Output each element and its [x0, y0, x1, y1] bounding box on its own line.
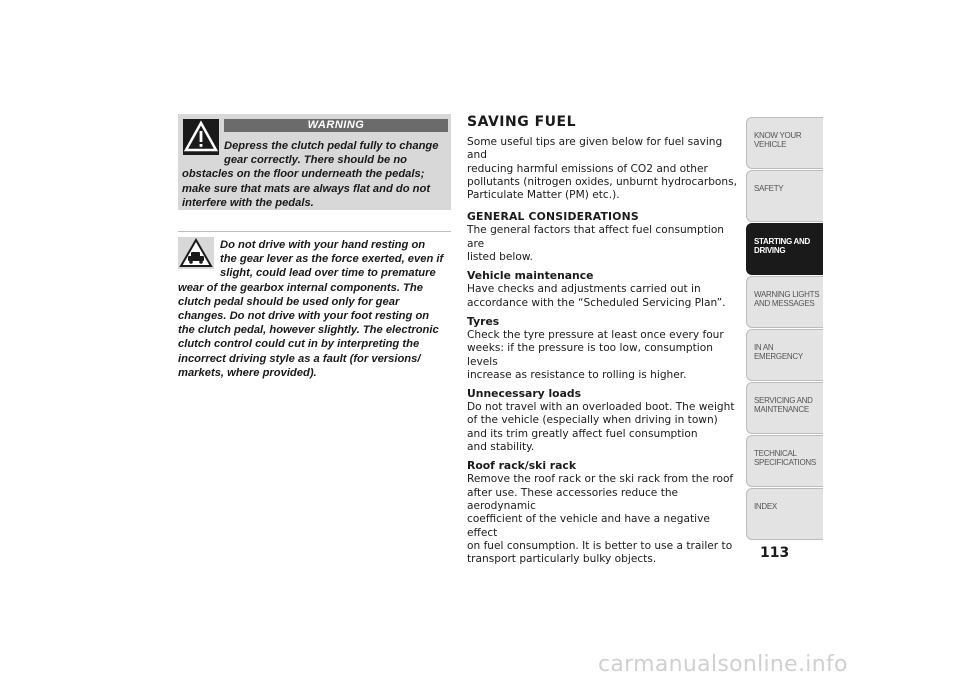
- tab-label: WARNING LIGHTS: [754, 290, 820, 299]
- text-line: Do not travel with an overloaded boot. The weight: [467, 401, 735, 414]
- warning-line: make sure that mats are always flat and do not: [182, 182, 431, 195]
- tab-label: MAINTENANCE: [754, 405, 809, 414]
- note-line: Do not drive with your hand resting on: [220, 239, 426, 251]
- text-line: Remove the roof rack or the ski rack from the roof: [467, 473, 734, 486]
- tab-technical-specifications[interactable]: [746, 435, 823, 487]
- tab-starting-and-driving[interactable]: [746, 223, 823, 275]
- warning-box: [178, 114, 451, 210]
- text-line: Have checks and adjustments carried out in: [467, 283, 701, 296]
- note-line: slight, could lead over time to premature: [220, 267, 436, 280]
- note-line: incorrect driving style as a fault (for versions/: [178, 352, 421, 365]
- warning-text: [182, 139, 448, 210]
- text-line: reducing harmful emissions of CO2 and other: [467, 162, 708, 175]
- tab-label: VEHICLE: [754, 140, 787, 149]
- roof-paragraph: [467, 473, 739, 566]
- tab-safety[interactable]: [746, 170, 823, 222]
- warning-line: Depress the clutch pedal fully to change: [224, 140, 439, 152]
- text-line: Some useful tips are given below for fuel saving and: [467, 136, 723, 162]
- subsection-title: Unnecessary loads: [467, 387, 582, 401]
- text-line: and stability.: [467, 441, 535, 454]
- text-line: Check the tyre pressure at least once every four: [467, 328, 724, 341]
- subsection-title: Roof rack/ski rack: [467, 459, 576, 473]
- note-line: wear of the gearbox internal components. The: [178, 281, 423, 294]
- tab-label: TECHNICAL: [754, 449, 797, 458]
- text-line: coefficient of the vehicle and have a negative effect: [467, 513, 710, 539]
- subsection-title: Tyres: [467, 314, 500, 328]
- text-line: listed below.: [467, 251, 533, 264]
- chapter-tabs: [746, 117, 823, 541]
- warning-line: interfere with the pedals.: [182, 196, 314, 209]
- text-line: and its trim greatly affect fuel consumption: [467, 427, 698, 440]
- tab-label: SPECIFICATIONS: [754, 458, 816, 467]
- tab-label: IN AN EMERGENCY: [754, 343, 803, 361]
- divider: [178, 231, 451, 232]
- note-line: changes. Do not drive with your foot resting on: [178, 310, 430, 323]
- tab-label: STARTING AND: [754, 237, 810, 246]
- note-line: the clutch pedal, however slightly. The electronic: [178, 324, 439, 337]
- text-line: The general factors that affect fuel consumption are: [467, 224, 725, 250]
- tab-label: SERVICING AND: [754, 396, 813, 405]
- section-title: SAVING FUEL: [467, 114, 577, 130]
- maintenance-paragraph: [467, 283, 739, 310]
- subsection-title: Vehicle maintenance: [467, 269, 594, 283]
- tab-label: INDEX: [754, 502, 777, 511]
- text-line: on fuel consumption. It is better to use a trailer to: [467, 539, 733, 552]
- note-line: clutch control could cut in by interpreting the: [178, 338, 420, 351]
- watermark: carmanualsonline.info: [598, 652, 848, 677]
- loads-paragraph: [467, 401, 739, 454]
- text-line: of the vehicle (especially when driving in town): [467, 414, 718, 427]
- general-paragraph: [467, 224, 739, 264]
- text-line: increase as resistance to rolling is higher.: [467, 368, 687, 381]
- page-number: 113: [760, 545, 790, 561]
- tab-index[interactable]: [746, 488, 823, 540]
- warning-line: obstacles on the floor underneath the pedals;: [182, 168, 425, 181]
- text-line: transport particularly bulky objects.: [467, 553, 657, 566]
- text-line: after use. These accessories reduce the aerodynamic: [467, 486, 679, 512]
- tab-in-an-emergency[interactable]: [746, 329, 823, 381]
- tab-servicing[interactable]: [746, 382, 823, 434]
- tab-label: DRIVING: [754, 246, 786, 255]
- text-line: weeks: if the pressure is too low, consumption levels: [467, 342, 713, 368]
- text-line: accordance with the “Scheduled Servicing Plan”.: [467, 296, 726, 309]
- saving-fuel-section: [467, 114, 739, 566]
- tab-warning-lights[interactable]: [746, 276, 823, 328]
- note-line: clutch pedal should be used only for gear: [178, 295, 400, 308]
- text-line: pollutants (nitrogen oxides, unburnt hydrocarbons,: [467, 175, 738, 188]
- text-line: Particulate Matter (PM) etc.).: [467, 189, 620, 202]
- tab-label: KNOW YOUR: [754, 131, 802, 140]
- intro-paragraph: [467, 136, 739, 202]
- tab-know-your-vehicle[interactable]: [746, 117, 823, 169]
- warning-line: gear correctly. There should be no: [224, 154, 407, 167]
- warning-header: WARNING: [224, 119, 448, 132]
- note-line: the gear lever as the force exerted, even if: [220, 253, 444, 266]
- note-line: markets, where provided).: [178, 366, 317, 379]
- note-text: [178, 238, 451, 380]
- tab-label: SAFETY: [754, 184, 784, 193]
- tab-label: AND MESSAGES: [754, 299, 815, 308]
- tyres-paragraph: [467, 329, 739, 382]
- subsection-title: GENERAL CONSIDERATIONS: [467, 210, 639, 224]
